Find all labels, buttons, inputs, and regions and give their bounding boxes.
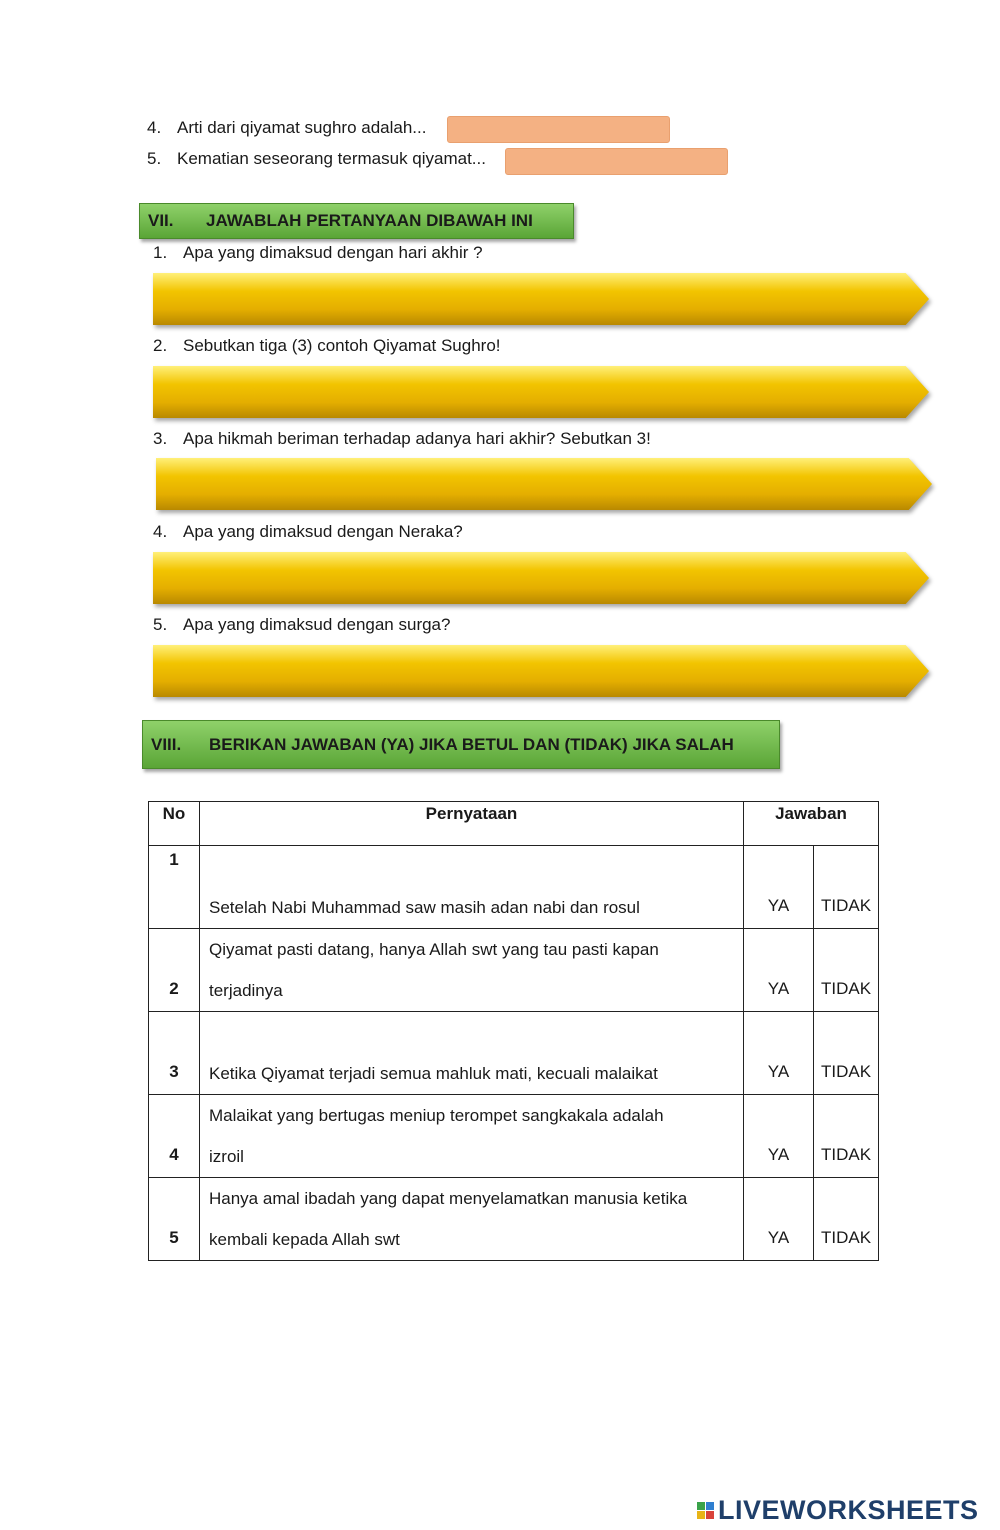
prev-question-4: 4. Arti dari qiyamat sughro adalah...	[147, 118, 427, 137]
header-no: No	[149, 802, 200, 846]
option-ya[interactable]: YA	[744, 1012, 814, 1095]
essay-answer-input-3[interactable]	[156, 458, 932, 510]
row-number: 1	[149, 846, 200, 929]
essay-answer-input-5[interactable]	[153, 645, 929, 697]
table-row	[149, 1178, 879, 1261]
row-statement: Qiyamat pasti datang, hanya Allah swt yang tau pasti kapan terjadinya	[200, 929, 744, 1012]
essay-answer-input-1[interactable]	[153, 273, 929, 325]
section-7-banner: VII. JAWABLAH PERTANYAAN DIBAWAH INI	[139, 203, 574, 239]
option-ya[interactable]: YA	[744, 929, 814, 1012]
liveworksheets-mark-icon	[697, 1502, 714, 1519]
option-ya[interactable]: YA	[744, 846, 814, 929]
essay-answer-input-4[interactable]	[153, 552, 929, 604]
row-statement: Malaikat yang bertugas meniup terompet sangkakala adalah izroil	[200, 1095, 744, 1178]
header-answer: Jawaban	[744, 802, 879, 846]
option-tidak[interactable]: TIDAK	[814, 1012, 879, 1095]
option-tidak[interactable]: TIDAK	[814, 1095, 879, 1178]
row-number: 4	[149, 1095, 200, 1178]
row-number: 5	[149, 1178, 200, 1261]
option-ya[interactable]: YA	[744, 1178, 814, 1261]
table-row	[149, 929, 879, 1012]
header-statement: Pernyataan	[200, 802, 744, 846]
table-row	[149, 1012, 879, 1095]
option-tidak[interactable]: TIDAK	[814, 929, 879, 1012]
prev-question-5: 5. Kematian seseorang termasuk qiyamat...	[147, 149, 486, 168]
row-statement: Setelah Nabi Muhammad saw masih adan nabi dan rosul	[200, 846, 744, 929]
essay-answer-input-2[interactable]	[153, 366, 929, 418]
row-number: 3	[149, 1012, 200, 1095]
essay-question-2: 2. Sebutkan tiga (3) contoh Qiyamat Sughro!	[153, 336, 501, 355]
essay-question-5: 5. Apa yang dimaksud dengan surga?	[153, 615, 451, 634]
section-8-banner: VIII. BERIKAN JAWABAN (YA) JIKA BETUL DAN (TIDAK) JIKA SALAH	[142, 720, 780, 769]
brand-name: LIVEWORKSHEETS	[718, 1495, 979, 1525]
row-statement: Hanya amal ibadah yang dapat menyelamatkan manusia ketika kembali kepada Allah swt	[200, 1178, 744, 1261]
table-row	[149, 1095, 879, 1178]
table-row	[149, 846, 879, 929]
answer-input-prev-5[interactable]	[505, 148, 728, 175]
liveworksheets-logo[interactable]	[697, 1495, 979, 1526]
option-tidak[interactable]: TIDAK	[814, 846, 879, 929]
option-ya[interactable]: YA	[744, 1095, 814, 1178]
option-tidak[interactable]: TIDAK	[814, 1178, 879, 1261]
section-7-title: JAWABLAH PERTANYAAN DIBAWAH INI	[206, 211, 533, 230]
row-statement: Ketika Qiyamat terjadi semua mahluk mati, kecuali malaikat	[200, 1012, 744, 1095]
table-header-row	[149, 802, 879, 846]
section-8-title: BERIKAN JAWABAN (YA) JIKA BETUL DAN (TIDAK) JIKA SALAH	[209, 734, 734, 754]
essay-question-1: 1. Apa yang dimaksud dengan hari akhir ?	[153, 243, 483, 262]
true-false-table	[148, 801, 879, 1261]
answer-input-prev-4[interactable]	[447, 116, 670, 143]
essay-question-3: 3. Apa hikmah beriman terhadap adanya hari akhir? Sebutkan 3!	[153, 429, 651, 448]
essay-question-4: 4. Apa yang dimaksud dengan Neraka?	[153, 522, 463, 541]
row-number: 2	[149, 929, 200, 1012]
